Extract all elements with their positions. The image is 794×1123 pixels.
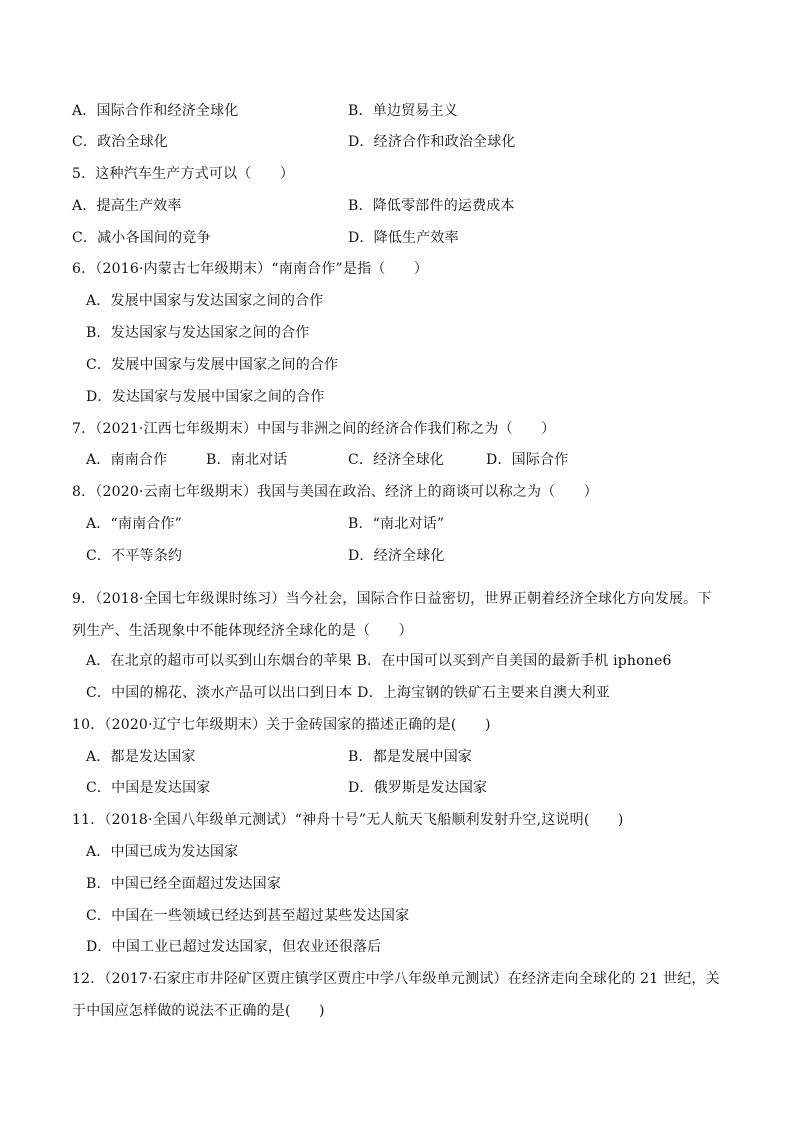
q11-option-a[interactable]: A．中国已成为发达国家 — [86, 844, 239, 860]
q4-option-d[interactable]: D．经济合作和政治全球化 — [348, 134, 516, 150]
q7-option-a[interactable]: A．南南合作 — [86, 452, 168, 468]
q9-option-ab[interactable]: A．在北京的超市可以买到山东烟台的苹果 B．在中国可以买到产自美国的最新手机 iphone6 — [86, 653, 672, 669]
q7-option-b[interactable]: B．南北对话 — [206, 452, 288, 468]
q10-option-d[interactable]: D．俄罗斯是发达国家 — [348, 780, 488, 796]
q5-option-c[interactable]: C．减小各国间的竞争 — [72, 230, 211, 246]
q12-stem: 12．（2017·石家庄市井陉矿区贾庄镇学区贾庄中学八年级单元测试）在经济走向全球化的 21 世纪，关于中国应怎样做的说法不正确的是( ) — [72, 971, 720, 1019]
q10-option-a[interactable]: A．都是发达国家 — [86, 749, 196, 765]
q5-option-a[interactable]: A．提高生产效率 — [72, 198, 182, 214]
q11-option-c[interactable]: C．中国在一些领域已经达到甚至超过某些发达国家 — [86, 908, 410, 924]
q8-stem: 8．（2020·云南七年级期末）我国与美国在政治、经济上的商谈可以称之为（ ） — [72, 484, 598, 500]
q6-option-d[interactable]: D．发达国家与发展中国家之间的合作 — [86, 389, 325, 405]
q8-option-c[interactable]: C．不平等条约 — [86, 548, 183, 564]
q10-option-b[interactable]: B．都是发展中国家 — [348, 749, 473, 765]
q4-option-a[interactable]: A．国际合作和经济全球化 — [72, 103, 239, 119]
q5-option-b[interactable]: B．降低零部件的运费成本 — [348, 198, 515, 214]
q7-option-c[interactable]: C．经济全球化 — [348, 452, 445, 468]
q10-option-c[interactable]: C．中国是发达国家 — [86, 780, 211, 796]
q6-option-b[interactable]: B．发达国家与发达国家之间的合作 — [86, 325, 310, 341]
q8-option-d[interactable]: D．经济全球化 — [348, 548, 445, 564]
q6-option-a[interactable]: A．发展中国家与发达国家之间的合作 — [86, 293, 324, 309]
q8-option-b[interactable]: B．“南北对话” — [348, 516, 445, 532]
q6-stem: 6．（2016·内蒙古七年级期末）“南南合作”是指（ ） — [72, 261, 429, 277]
q7-stem: 7．（2021·江西七年级期末）中国与非洲之间的经济合作我们称之为（ ） — [72, 421, 556, 437]
q11-option-d[interactable]: D．中国工业已超过发达国家，但农业还很落后 — [86, 939, 382, 955]
q8-option-a[interactable]: A．“南南合作” — [86, 516, 183, 532]
q4-option-b[interactable]: B．单边贸易主义 — [348, 103, 458, 119]
q6-option-c[interactable]: C．发展中国家与发展中国家之间的合作 — [86, 357, 339, 373]
q10-stem: 10．（2020·辽宁七年级期末）关于金砖国家的描述正确的是( ) — [72, 717, 491, 733]
q9-option-cd[interactable]: C．中国的棉花、淡水产品可以出口到日本 D．上海宝钢的铁矿石主要来自澳大利亚 — [86, 685, 610, 701]
q7-option-d[interactable]: D．国际合作 — [486, 452, 569, 468]
q11-stem: 11．（2018·全国八年级单元测试）“神舟十号”无人航天飞船顺利发射升空,这说明( ) — [72, 812, 624, 828]
q5-stem: 5．这种汽车生产方式可以（ ） — [72, 166, 295, 182]
q11-option-b[interactable]: B．中国已经全面超过发达国家 — [86, 876, 282, 892]
q9-stem: 9．（2018·全国七年级课时练习）当今社会，国际合作日益密切，世界正朝着经济全球化方向发展。下列生产、生活现象中不能体现经济全球化的是（ ） — [72, 591, 712, 639]
q5-option-d[interactable]: D．降低生产效率 — [348, 230, 459, 246]
q4-option-c[interactable]: C．政治全球化 — [72, 134, 169, 150]
